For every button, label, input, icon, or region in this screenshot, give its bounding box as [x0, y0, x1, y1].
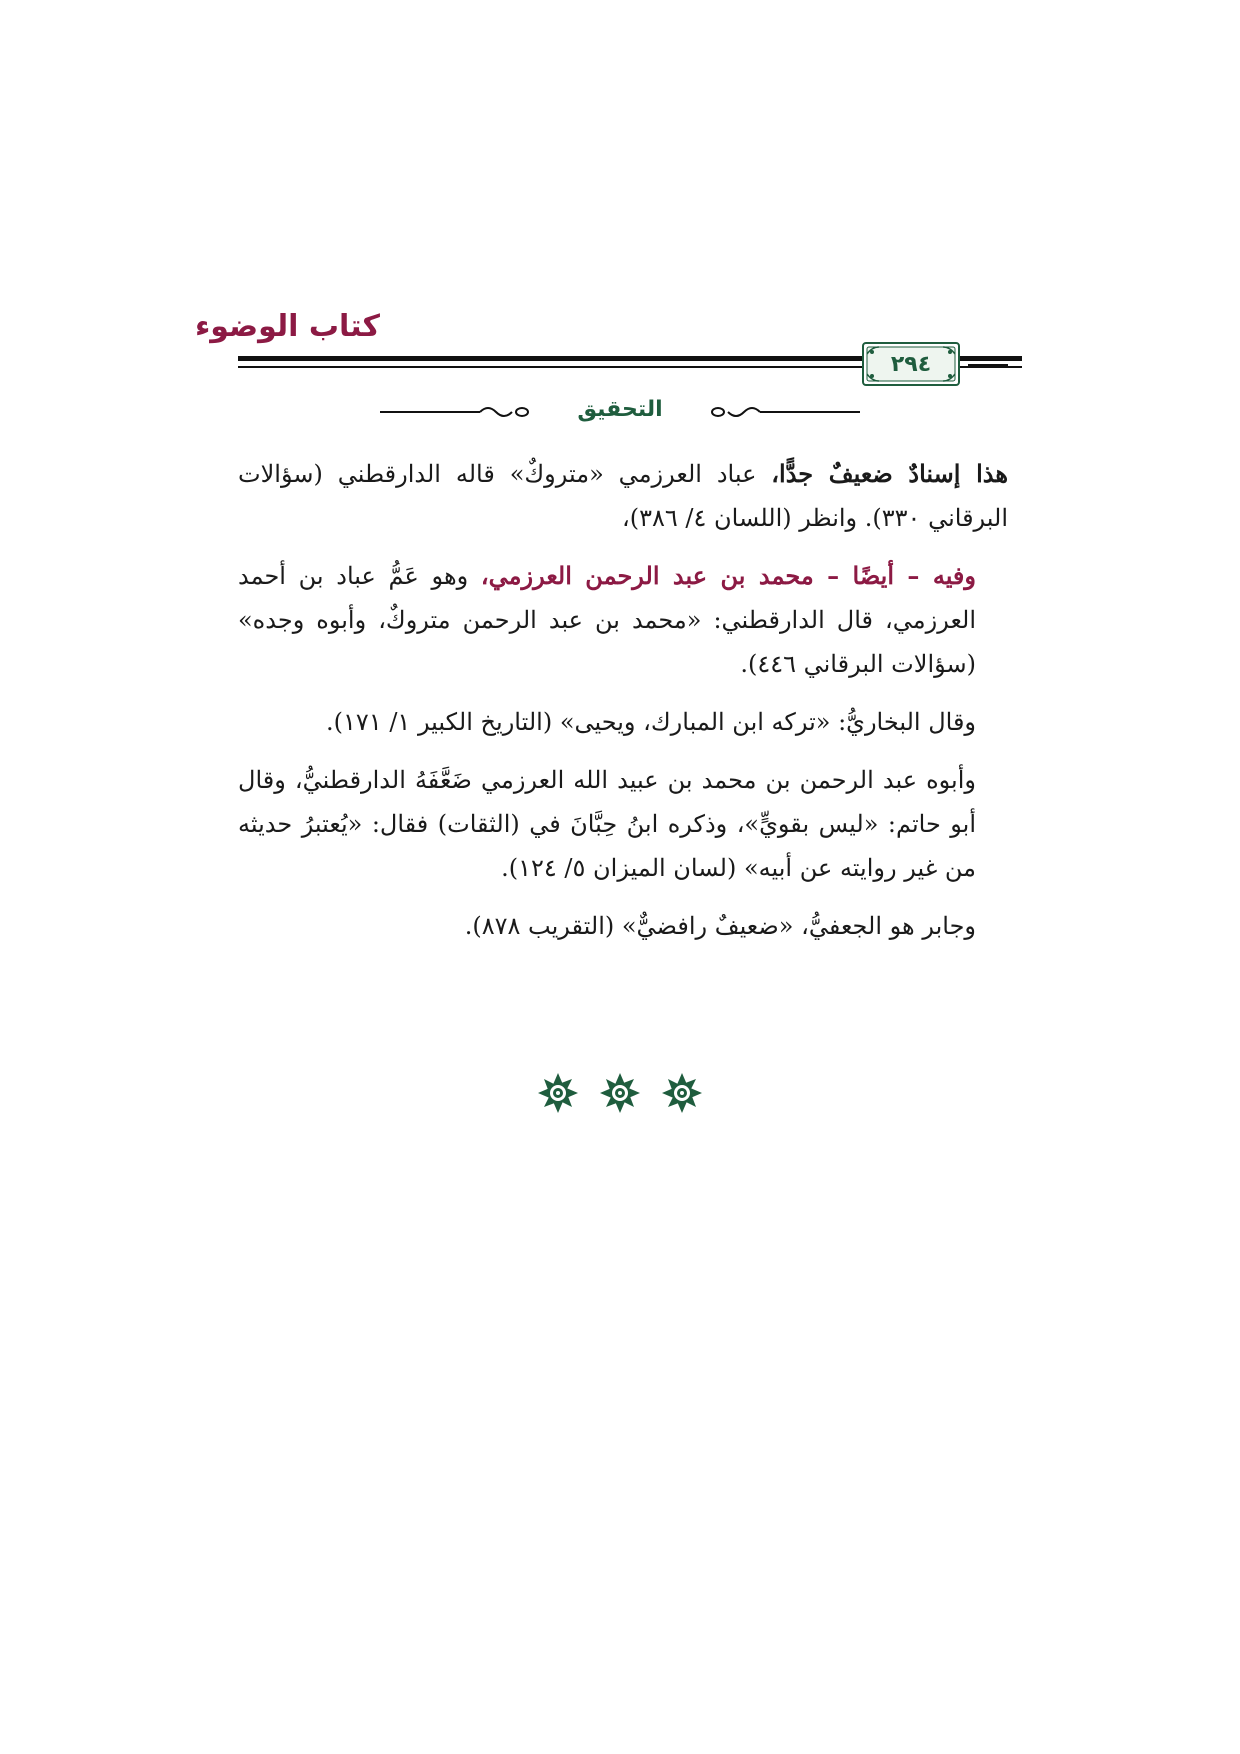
- paragraph-4: [238, 758, 1008, 890]
- paragraph-1-lead: هذا إسنادٌ ضعيفٌ جدًّا،: [771, 459, 1008, 488]
- paragraph-3-text: وقال البخاريُّ: «تركه ابن المبارك، ويحيى» (التاريخ الكبير ١/ ١٧١).: [326, 708, 976, 736]
- paragraph-3: [238, 700, 1008, 744]
- page-number-badge: [862, 342, 960, 386]
- book-title: كتاب الوضوء: [194, 309, 380, 344]
- paragraph-5: [238, 904, 1008, 948]
- header-rule-right-1: [968, 356, 1008, 359]
- star-flower-icon: [520, 1068, 720, 1118]
- section-header: [380, 394, 860, 430]
- end-ornaments: [520, 1068, 720, 1118]
- page-number: ٢٩٤: [890, 351, 932, 377]
- paragraph-2-text: وهو عَمُّ عباد بن أحمد العرزمي، قال الدارقطني: «محمد بن عبد الرحمن متروكٌ، وأبوه وجده» (سؤالات البرقاني ٤٤٦).: [238, 562, 976, 678]
- paragraph-5-text: وجابر هو الجعفيُّ، «ضعيفٌ رافضيٌّ» (التقريب ٨٧٨).: [464, 912, 976, 940]
- body-text: [238, 452, 1008, 962]
- paragraph-1-text: عباد العرزمي «متروكٌ» قاله الدارقطني (سؤالات البرقاني ٣٣٠). وانظر (اللسان ٤/ ٣٨٦)،: [238, 460, 1008, 532]
- paragraph-2-lead: وفيه – أيضًا – محمد بن عبد الرحمن العرزمي،: [480, 561, 976, 590]
- paragraph-2: [238, 554, 1008, 686]
- section-title: التحقيق: [577, 397, 663, 422]
- header-rule-right-2: [968, 364, 1008, 367]
- paragraph-4-text: وأبوه عبد الرحمن بن محمد بن عبيد الله العرزمي ضَعَّفَهُ الدارقطنيُّ، وقال أبو حاتم: «ليس بقويٍّ»، وذكره ابنُ حِبَّانَ في (الثقات) فقال: «يُعتبرُ حديثه من غير روايته عن أبيه» (لسان الميزان ٥/ ١٢٤).: [238, 766, 976, 882]
- paragraph-1: [238, 452, 1008, 540]
